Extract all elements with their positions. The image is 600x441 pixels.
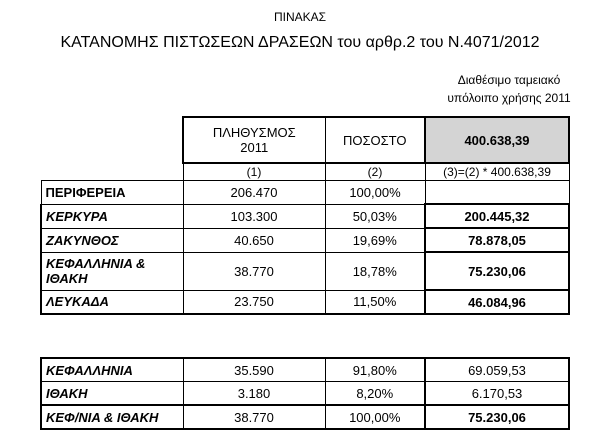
kefallinia-ithaki-total-name: ΚΕΦ/ΝΙΑ & ΙΘΑΚΗ	[41, 405, 183, 429]
empty-header-cell	[41, 117, 183, 163]
kefallinia-breakdown-table	[40, 357, 570, 430]
region-population: 206.470	[183, 181, 325, 205]
kefallinia-ithaki-amount: 75.230,06	[425, 252, 569, 290]
kerkyra-percent: 50,03%	[325, 204, 425, 228]
allocation-table	[40, 116, 570, 315]
region-amount	[425, 181, 569, 205]
lefkada-percent: 11,50%	[325, 290, 425, 314]
kefallinia-ithaki-total-population: 38.770	[183, 405, 325, 429]
kefallinia-ithaki-name	[41, 252, 183, 290]
table-title: ΚΑΤΑΝΟΜΗΣ ΠΙΣΤΩΣΕΩΝ ΔΡΑΣΕΩΝ του αρθρ.2 του Ν.4071/2012	[60, 34, 540, 51]
ithaki-percent: 8,20%	[325, 382, 425, 406]
population-header	[183, 117, 325, 163]
kefallinia-ithaki-total-amount: 75.230,06	[425, 405, 569, 429]
kerkyra-population: 103.300	[183, 204, 325, 228]
region-name: ΠΕΡΙΦΕΡΕΙΑ	[41, 181, 183, 205]
subheader-col2: (2)	[325, 163, 425, 181]
kefallinia-percent: 91,80%	[325, 358, 425, 382]
lefkada-population: 23.750	[183, 290, 325, 314]
kefallinia-ithaki-population: 38.770	[183, 252, 325, 290]
kefallinia-population: 35.590	[183, 358, 325, 382]
kefallinia-name: ΚΕΦΑΛΛΗΝΙΑ	[41, 358, 183, 382]
population-header-line1: ΠΛΗΘΥΣΜΟΣ	[212, 125, 296, 140]
empty-subheader-cell	[41, 163, 183, 181]
kefallinia-amount: 69.059,53	[425, 358, 569, 382]
ithaki-amount: 6.170,53	[425, 382, 569, 406]
kefallinia-ithaki-name-line2: ΙΘΑΚΗ	[46, 271, 88, 286]
ithaki-population: 3.180	[183, 382, 325, 406]
kerkyra-name: ΚΕΡΚΥΡΑ	[41, 204, 183, 228]
zakynthos-percent: 19,69%	[325, 228, 425, 252]
zakynthos-amount: 78.878,05	[425, 228, 569, 252]
percent-header: ΠΟΣΟΣΤΟ	[325, 117, 425, 163]
available-balance-note-line1: Διαθέσιμο ταμειακό	[457, 73, 561, 87]
population-header-line2: 2011	[240, 140, 269, 155]
subheader-col3: (3)=(2) * 400.638,39	[425, 163, 569, 181]
subheader-col1: (1)	[183, 163, 325, 181]
lefkada-name: ΛΕΥΚΑΔΑ	[41, 290, 183, 314]
available-balance-note-line2: υπόλοιπο χρήσης 2011	[447, 91, 571, 105]
kefallinia-ithaki-percent: 18,78%	[325, 252, 425, 290]
available-balance-cell: 400.638,39	[425, 117, 569, 163]
zakynthos-name: ΖΑΚΥΝΘΟΣ	[41, 228, 183, 252]
kerkyra-amount: 200.445,32	[425, 204, 569, 228]
ithaki-name: ΙΘΑΚΗ	[41, 382, 183, 406]
table-heading-label: ΠΙΝΑΚΑΣ	[273, 10, 327, 24]
zakynthos-population: 40.650	[183, 228, 325, 252]
kefallinia-ithaki-total-percent: 100,00%	[325, 405, 425, 429]
lefkada-amount: 46.084,96	[425, 290, 569, 314]
kefallinia-ithaki-name-line1: ΚΕΦΑΛΛΗΝΙΑ &	[46, 256, 146, 271]
region-percent: 100,00%	[325, 181, 425, 205]
